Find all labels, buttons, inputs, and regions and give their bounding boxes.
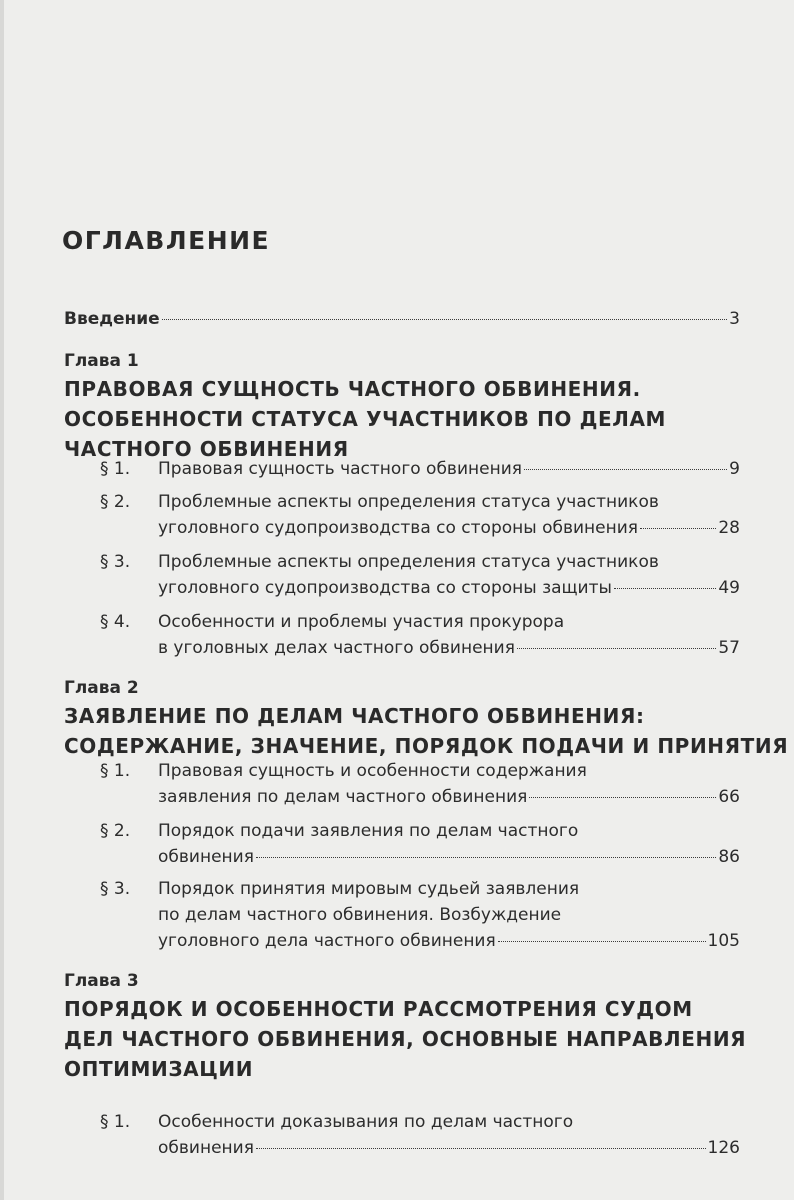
section-title-line: Порядок подачи заявления по делам частного — [158, 821, 579, 841]
section-title-line: обвинения — [158, 847, 254, 867]
dot-leader — [614, 588, 716, 589]
page-number: 3 — [729, 309, 740, 329]
chapter-title[interactable] — [64, 994, 747, 1084]
chapter-title-line: ДЕЛ ЧАСТНОГО ОБВИНЕНИЯ, ОСНОВНЫЕ НАПРАВЛЕНИЯ — [64, 1027, 747, 1051]
section-number: § 4. — [100, 612, 131, 632]
dot-leader — [529, 797, 716, 798]
chapter-title-line: ОСОБЕННОСТИ СТАТУСА УЧАСТНИКОВ ПО ДЕЛАМ — [64, 407, 667, 431]
toc-heading: ОГЛАВЛЕНИЕ — [62, 226, 271, 255]
chapter-title[interactable] — [64, 374, 740, 464]
section-number: § 1. — [100, 459, 131, 479]
bleed-through-text — [330, 150, 750, 290]
page-number: 49 — [718, 578, 740, 598]
dot-leader — [162, 319, 727, 320]
section-title-line: Порядок принятия мировым судьей заявления — [158, 879, 580, 899]
page-number: 105 — [707, 931, 740, 951]
section-title-line: уголовного судопроизводства со стороны защиты — [158, 578, 612, 598]
toc-entry-section[interactable] — [100, 876, 740, 954]
chapter-title-line: ПОРЯДОК И ОСОБЕННОСТИ РАССМОТРЕНИЯ СУДОМ — [64, 997, 693, 1021]
toc-entry-section[interactable] — [100, 758, 740, 810]
section-title-line: Проблемные аспекты определения статуса участников — [158, 552, 659, 572]
dot-leader — [256, 1148, 706, 1149]
chapter-2 — [64, 677, 789, 761]
toc-entry-section[interactable] — [100, 609, 740, 661]
toc-entry-section[interactable] — [100, 489, 740, 541]
dot-leader — [517, 648, 716, 649]
chapter-label: Глава 3 — [64, 971, 139, 991]
section-title-line: заявления по делам частного обвинения — [158, 787, 528, 807]
chapter-title-line: ОПТИМИЗАЦИИ — [64, 1057, 254, 1081]
section-title-line: Проблемные аспекты определения статуса участников — [158, 492, 659, 512]
dot-leader — [498, 941, 706, 942]
page-edge-shadow — [0, 0, 4, 1200]
section-title-line: Правовая сущность частного обвинения — [158, 459, 522, 479]
chapter-title-line: ПРАВОВАЯ СУЩНОСТЬ ЧАСТНОГО ОБВИНЕНИЯ. — [64, 377, 641, 401]
section-title-line: уголовного судопроизводства со стороны обвинения — [158, 518, 639, 538]
toc-entry-section[interactable] — [100, 818, 740, 870]
page-number: 57 — [718, 638, 740, 658]
dot-leader — [524, 469, 727, 470]
chapter-label: Глава 2 — [64, 678, 139, 698]
section-number: § 1. — [100, 761, 131, 781]
section-title-line: уголовного дела частного обвинения — [158, 931, 496, 951]
section-number: § 3. — [100, 879, 131, 899]
section-title-line: в уголовных делах частного обвинения — [158, 638, 515, 658]
toc-entry-section[interactable] — [100, 549, 740, 601]
chapter-title[interactable] — [64, 701, 789, 761]
chapter-label: Глава 1 — [64, 351, 139, 371]
page-number: 126 — [707, 1138, 740, 1158]
section-title-line: Особенности и проблемы участия прокурора — [158, 612, 565, 632]
introduction-label: Введение — [64, 309, 160, 329]
toc-entry-introduction[interactable] — [64, 309, 740, 329]
page-number: 66 — [718, 787, 740, 807]
section-number: § 2. — [100, 492, 131, 512]
toc-entry-section[interactable] — [100, 1109, 740, 1161]
page-number: 86 — [718, 847, 740, 867]
section-title-line: по делам частного обвинения. Возбуждение — [158, 905, 562, 925]
section-title-line: обвинения — [158, 1138, 254, 1158]
chapter-title-line: ЧАСТНОГО ОБВИНЕНИЯ — [64, 437, 349, 461]
page-number: 9 — [729, 459, 740, 479]
section-title-line: Особенности доказывания по делам частного — [158, 1112, 574, 1132]
chapter-1 — [64, 350, 740, 464]
dot-leader — [256, 857, 716, 858]
section-number: § 1. — [100, 1112, 131, 1132]
chapter-3 — [64, 970, 747, 1084]
section-title-line: Правовая сущность и особенности содержания — [158, 761, 587, 781]
section-number: § 2. — [100, 821, 131, 841]
toc-entry-section[interactable] — [100, 456, 740, 482]
chapter-title-line: СОДЕРЖАНИЕ, ЗНАЧЕНИЕ, ПОРЯДОК ПОДАЧИ И ПРИНЯТИЯ — [64, 734, 789, 758]
dot-leader — [640, 528, 716, 529]
section-number: § 3. — [100, 552, 131, 572]
chapter-title-line: ЗАЯВЛЕНИЕ ПО ДЕЛАМ ЧАСТНОГО ОБВИНЕНИЯ: — [64, 704, 645, 728]
page-number: 28 — [718, 518, 740, 538]
